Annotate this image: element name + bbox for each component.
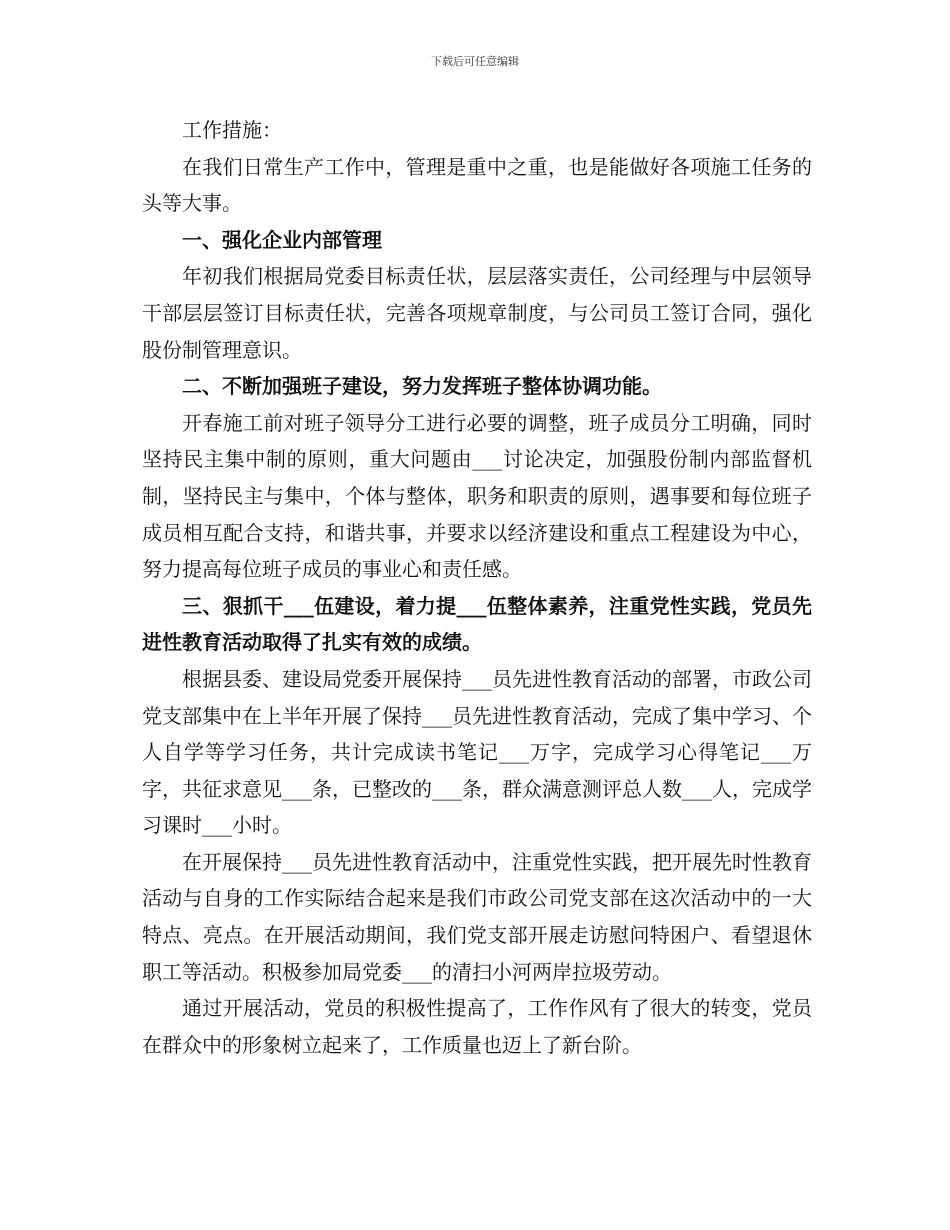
section-heading-3: 三、狠抓干___伍建设，着力提___伍整体素养，注重党性实践，党员先进性教育活动取得了扎实有效的成绩。: [142, 593, 812, 655]
paragraph-intro: 在我们日常生产工作中，管理是重中之重，也是能做好各项施工任务的头等大事。: [142, 154, 812, 216]
paragraph-conclusion: 通过开展活动，党员的积极性提高了，工作作风有了很大的转变，党员在群众中的形象树立起来了，工作质量也迈上了新台阶。: [142, 996, 812, 1057]
paragraph-intro-label: 工作措施：: [182, 118, 282, 142]
paragraph-section-1: 年初我们根据局党委目标责任状，层层落实责任，公司经理与中层领导干部层层签订目标责任状，完善各项规章制度，与公司员工签订合同，强化股份制管理意识。: [142, 264, 812, 362]
paragraph-section-2: 开春施工前对班子领导分工进行必要的调整，班子成员分工明确，同时坚持民主集中制的原则，重大问题由___讨论决定，加强股份制内部监督机制，坚持民主与集中，个体与整体，职务和职责的原则，遇事要和每位班子成员相互配合支持，和谐共事，并要求以经济建设和重点工程建设为中心，努力提高每位班子成员的事业心和责任感。: [142, 410, 812, 582]
paragraph-section-3a: 根据县委、建设局党委开展保持___员先进性教育活动的部署，市政公司党支部集中在上半年开展了保持___员先进性教育活动，完成了集中学习、个人自学等学习任务，共计完成读书笔记___万字，完成学习心得笔记___万字，共征求意见___条，已整改的___条，群众满意测评总人数___人，完成学习课时___小时。: [142, 666, 812, 838]
section-heading-1: 一、强化企业内部管理: [182, 227, 382, 252]
section-heading-2: 二、不断加强班子建设，努力发挥班子整体协调功能。: [182, 374, 662, 399]
document-body: [142, 112, 812, 1063]
page-header: 下载后可任意编辑: [431, 55, 519, 68]
paragraph-section-3b: 在开展保持___员先进性教育活动中，注重党性实践，把开展先时性教育活动与自身的工作实际结合起来是我们市政公司党支部在这次活动中的一大特点、亮点。在开展活动期间，我们党支部开展走访慰问特困户、看望退休职工等活动。积极参加局党委___的清扫小河两岸拉圾劳动。: [142, 849, 812, 984]
